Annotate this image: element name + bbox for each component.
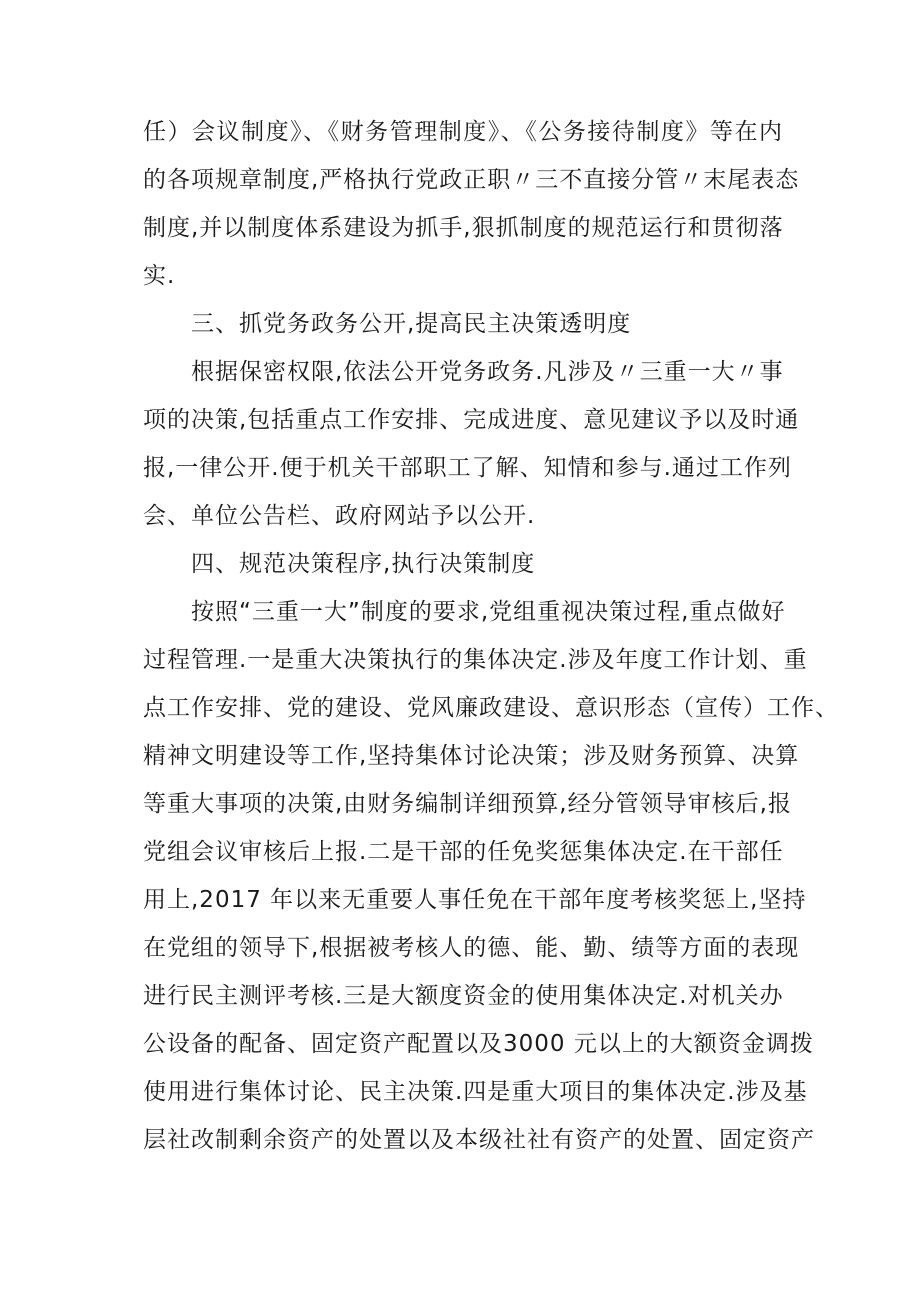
para3-line-4: 精神文明建设等工作,坚持集体讨论决策；涉及财务预算、决算: [143, 743, 800, 769]
para1-line-3: 制度,并以制度体系建设为抓手,狠抓制度的规范运行和贯彻落: [143, 215, 784, 241]
para3-line-2: 过程管理.一是重大决策执行的集体决定.涉及年度工作计划、重: [143, 647, 808, 673]
para3-line-5: 等重大事项的决策,由财务编制详细预算,经分管领导审核后,报: [143, 791, 792, 817]
para3-line-8: 在党组的领导下,根据被考核人的德、能、勤、绩等方面的表现: [143, 935, 800, 961]
para3-line-10: 公设备的配备、固定资产配置以及3000 元以上的大额资金调拨: [143, 1031, 814, 1057]
para2-line-1: 根据保密权限,依法公开党务政务.凡涉及〃三重一大〃事: [191, 359, 784, 385]
para3-line-6: 党组会议审核后上报.二是干部的任免奖惩集体决定.在干部任: [143, 839, 784, 865]
para3-line-3: 点工作安排、党的建设、党风廉政建设、意识形态（宣传）工作、: [143, 695, 839, 721]
para2-line-4: 会、单位公告栏、政府网站予以公开.: [143, 503, 536, 529]
para1-line-1: 任）会议制度》、《财务管理制度》、《公务接待制度》等在内: [143, 119, 783, 145]
para2-line-2: 项的决策,包括重点工作安排、完成进度、意见建议予以及时通: [143, 407, 800, 433]
para3-line-11: 使用进行集体讨论、民主决策.四是重大项目的集体决定.涉及基: [143, 1079, 808, 1105]
section-heading-4: 四、规范决策程序,执行决策制度: [191, 551, 536, 577]
para3-line-12: 层社改制剩余资产的处置以及本级社社有资产的处置、固定资产: [143, 1127, 815, 1153]
para3-line-1: 按照“三重一大”制度的要求,党组重视决策过程,重点做好: [191, 599, 786, 625]
section-heading-3: 三、抓党务政务公开,提高民主决策透明度: [191, 311, 632, 337]
para1-line-4: 实.: [143, 263, 176, 289]
para1-line-2: 的各项规章制度,严格执行党政正职〃三不直接分管〃末尾表态: [143, 167, 800, 193]
para3-line-7: 用上,2017 年以来无重要人事任免在干部年度考核奖惩上,坚持: [143, 887, 807, 913]
para2-line-3: 报,一律公开.便于机关干部职工了解、知情和参与.通过工作列: [143, 455, 792, 481]
para3-line-9: 进行民主测评考核.三是大额度资金的使用集体决定.对机关办: [143, 983, 784, 1009]
